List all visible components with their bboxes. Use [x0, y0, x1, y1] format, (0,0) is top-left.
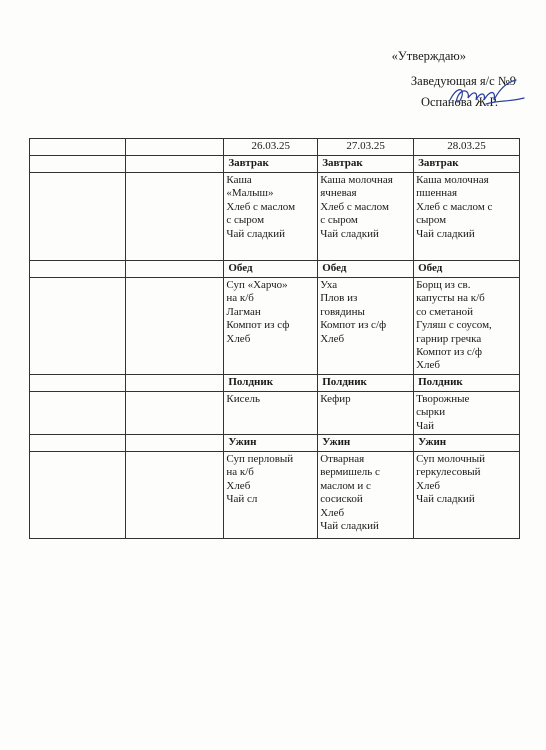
dish-line: вермишель с — [320, 466, 380, 479]
approval-head-position: Заведующая я/с №9 — [410, 73, 516, 88]
empty-cell — [125, 173, 224, 261]
dish-line: Отварная — [320, 453, 365, 466]
empty-cell — [30, 452, 126, 539]
meal-header: Ужин — [414, 435, 520, 452]
dish-line: Чай сладкий — [416, 493, 475, 506]
dish-line: Хлеб с маслом — [320, 200, 389, 213]
dates-row — [30, 139, 520, 156]
breakfast-header-row — [30, 156, 520, 173]
dish-line: Чай сладкий — [320, 520, 379, 533]
dish-line: говядины — [320, 305, 365, 318]
dish-line: Компот из с/ф — [320, 319, 387, 332]
dish-line: сосиской — [320, 493, 363, 506]
dish-line: Хлеб — [320, 332, 345, 345]
dish-line: «Малыш» — [226, 187, 274, 200]
empty-cell — [125, 139, 224, 156]
dish-line: Компот из с/ф — [416, 346, 482, 359]
empty-cell — [30, 139, 126, 156]
dish-line: сыром — [416, 214, 447, 227]
meal-header: Завтрак — [414, 156, 520, 173]
dish-line: Суп перловый — [226, 453, 294, 466]
empty-cell — [125, 278, 224, 375]
dinner-dishes-row — [30, 452, 520, 539]
dish-line: Чай — [416, 419, 435, 432]
signature-mark — [446, 78, 526, 114]
date-cell: 26.03.25 — [224, 139, 318, 156]
meal-header: Полдник — [318, 374, 414, 391]
dish-line: Хлеб с маслом — [226, 200, 296, 213]
approval-head-name: Оспанова Ж.Р. — [420, 94, 498, 109]
empty-cell — [125, 156, 224, 173]
dish-line: Хлеб — [226, 479, 251, 492]
dish-line: с сыром — [320, 214, 358, 227]
dish-line: на к/б — [226, 466, 254, 479]
dish-line: Кефир — [320, 392, 351, 405]
dish-line: Хлеб — [226, 332, 251, 345]
dish-cell — [414, 452, 520, 539]
meal-header: Завтрак — [224, 156, 318, 173]
meal-header: Полдник — [224, 374, 318, 391]
empty-cell — [30, 261, 126, 278]
dish-line: Творожные — [416, 392, 470, 405]
dish-line: геркулесовый — [416, 466, 481, 479]
empty-cell — [30, 391, 126, 434]
dish-line: капусты на к/б — [416, 292, 485, 305]
empty-cell — [30, 435, 126, 452]
meal-header: Полдник — [414, 374, 520, 391]
empty-cell — [125, 452, 224, 539]
dish-line: Борщ из св. — [416, 279, 471, 291]
lunch-dishes-row — [30, 278, 520, 375]
dish-line: Каша — [226, 174, 252, 186]
dish-line: маслом и с — [320, 479, 371, 492]
dish-cell — [414, 278, 520, 375]
dish-line: ячневая — [320, 187, 357, 200]
dish-line: сырки — [416, 406, 446, 419]
dish-line: Чай сладкий — [416, 227, 475, 240]
dish-cell — [414, 173, 520, 261]
dish-line: гарнир гречка — [416, 332, 482, 345]
dish-line: Хлеб — [320, 506, 345, 519]
date-cell: 27.03.25 — [318, 139, 414, 156]
dish-cell — [318, 278, 414, 375]
lunch-header-row — [30, 261, 520, 278]
dish-line: Плов из — [320, 292, 358, 305]
empty-cell — [125, 261, 224, 278]
meal-header: Завтрак — [318, 156, 414, 173]
dish-line: Кисель — [226, 392, 261, 405]
dish-line: Уха — [320, 279, 338, 291]
dish-line: Чай сладкий — [320, 227, 379, 240]
empty-cell — [30, 374, 126, 391]
menu-table — [29, 138, 520, 539]
dish-line: Хлеб с маслом с — [416, 200, 493, 213]
empty-cell — [30, 173, 126, 261]
dish-cell — [224, 173, 318, 261]
empty-cell — [125, 435, 224, 452]
dish-line: Каша молочная — [416, 174, 489, 186]
dish-line: Гуляш с соусом, — [416, 319, 492, 332]
approval-title: «Утверждаю» — [391, 49, 466, 63]
dish-line: Чай сладкий — [226, 227, 286, 240]
snack-dishes-row — [30, 391, 520, 434]
dish-line: на к/б — [226, 292, 254, 305]
empty-cell — [30, 156, 126, 173]
dish-line: пшенная — [416, 187, 458, 200]
meal-header: Ужин — [318, 435, 414, 452]
dish-line: Хлеб — [416, 359, 441, 372]
meal-header: Обед — [414, 261, 520, 278]
dish-cell — [224, 278, 318, 375]
meal-header: Обед — [318, 261, 414, 278]
dish-cell — [224, 391, 318, 434]
dish-line: со сметаной — [416, 305, 474, 318]
dish-cell — [318, 452, 414, 539]
breakfast-dishes-row — [30, 173, 520, 261]
empty-cell — [30, 278, 126, 375]
snack-header-row — [30, 374, 520, 391]
dish-line: Хлеб — [416, 479, 441, 492]
dish-line: Суп молочный — [416, 453, 486, 466]
dish-cell — [224, 452, 318, 539]
dish-cell — [318, 391, 414, 434]
dish-cell — [414, 391, 520, 434]
dish-line: Компот из сф — [226, 319, 290, 332]
dish-line: Суп «Харчо» — [226, 279, 288, 291]
dish-line: Каша молочная — [320, 174, 393, 186]
empty-cell — [125, 391, 224, 434]
meal-header: Ужин — [224, 435, 318, 452]
dish-cell — [318, 173, 414, 261]
meal-header: Обед — [224, 261, 318, 278]
empty-cell — [125, 374, 224, 391]
dinner-header-row — [30, 435, 520, 452]
dish-line: с сыром — [226, 214, 265, 227]
date-cell: 28.03.25 — [414, 139, 520, 156]
dish-line: Чай сл — [226, 493, 258, 506]
dish-line: Лагман — [226, 305, 261, 318]
